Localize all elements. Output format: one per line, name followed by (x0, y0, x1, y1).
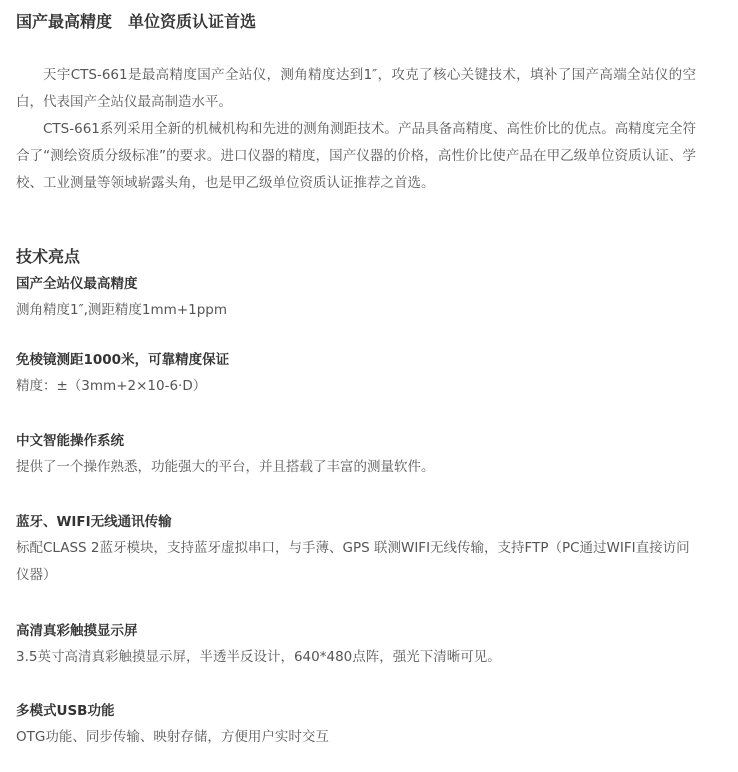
feature-title: 国产全站仪最高精度 (16, 276, 138, 292)
feature-title: 蓝牙、WIFI无线通讯传输 (16, 514, 172, 530)
feature-item (16, 698, 696, 751)
intro-paragraph: 天宇CTS-661是最高精度国产全站仪，测角精度达到1″，攻克了核心关键技术，填补了国产高端全站仪的空白，代表国产全站仪最高制造水平。 (16, 67, 696, 110)
intro-section (16, 62, 696, 197)
feature-description: 3.5英寸高清真彩触摸显示屏，半透半反设计，640*480点阵，强光下清晰可见。 (16, 649, 501, 665)
feature-item (16, 347, 696, 400)
feature-title: 中文智能操作系统 (16, 433, 124, 449)
feature-item (16, 618, 696, 671)
feature-item (16, 428, 696, 481)
feature-title: 多模式USB功能 (16, 703, 115, 719)
feature-description: 精度：±（3mm+2×10-6·D） (16, 378, 207, 394)
feature-title: 高清真彩触摸显示屏 (16, 623, 138, 639)
feature-description: 标配CLASS 2蓝牙模块，支持蓝牙虚拟串口，与手薄、GPS 联测WIFI无线传输，支持FTP（PC通过WIFI直接访问仪器） (16, 540, 690, 583)
feature-description: OTG功能、同步传输、映射存储，方便用户实时交互 (16, 729, 329, 745)
feature-item (16, 271, 696, 324)
feature-description: 测角精度1″,测距精度1mm+1ppm (16, 302, 228, 318)
feature-item (16, 509, 696, 589)
intro-paragraph: CTS-661系列采用全新的机械机构和先进的测角测距技术。产品具备高精度、高性价比的优点。高精度完全符合了“测绘资质分级标准”的要求。进口仪器的精度，国产仪器的价格，高性价比使产品在甲乙级单位资质认证、学校、工业测量等领域崭露头角，也是甲乙级单位资质认证推荐之首选。 (16, 121, 696, 191)
highlights-heading: 技术亮点 (16, 247, 81, 266)
feature-title: 免棱镜测距1000米，可靠精度保证 (16, 352, 230, 368)
feature-description: 提供了一个操作熟悉，功能强大的平台，并且搭载了丰富的测量软件。 (16, 459, 435, 475)
article-title: 国产最高精度 单位资质认证首选 (16, 12, 257, 31)
